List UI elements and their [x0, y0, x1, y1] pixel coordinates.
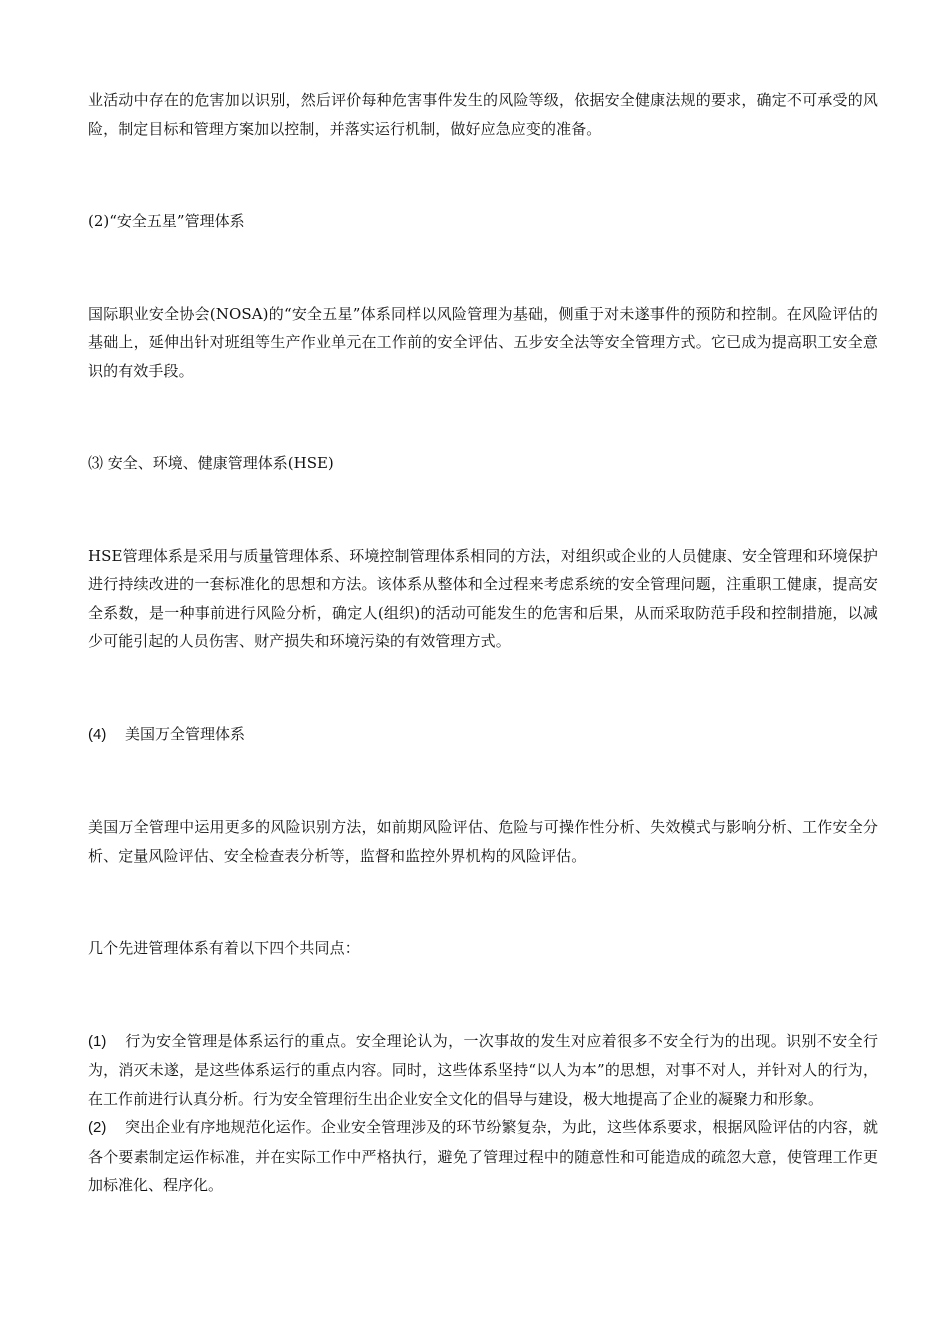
heading-safety-five-star: (2)“安全五星”管理体系 [88, 212, 245, 230]
list-item-text: 突出企业有序地规范化运作。企业安全管理涉及的环节纷繁复杂，为此，这些体系要求，根据风险评估的内容，就各个要素制定运作标准，并在实际工作中严格执行，避免了管理过程中的随意性和可能造成的疏忽大意，使管理工作更加标准化、程序化。 [88, 1118, 878, 1194]
spacer [88, 749, 878, 813]
paragraph-hse: HSE管理体系是采用与质量管理体系、环境控制管理体系相同的方法，对组织或企业的人员健康、安全管理和环境保护进行持续改进的一套标准化的思想和方法。该体系从整体和全过程来考虑系统的安全管理问题，注重职工健康，提高安全系数，是一种事前进行风险分析，确定人(组织)的活动可能发生的危害和后果，从而采取防范手段和控制措施，以减少可能引起的人员伤害、财产损失和环境污染的有效管理方式。 [88, 546, 878, 650]
heading-us-safety-system [88, 720, 878, 750]
paragraph-common-points: 几个先进管理体系有着以下四个共同点： [88, 939, 360, 957]
paragraph-nosa: 国际职业安全协会(NOSA)的“安全五星”体系同样以风险管理为基础，侧重于对未遂事件的预防和控制。在风险评估的基础上，延伸出针对班组等生产作业单元在工作前的安全评估、五步安全法等安全管理方式。它已成为提高职工安全意识的有效手段。 [88, 304, 878, 380]
spacer [88, 870, 878, 934]
paragraph-us-safety: 美国万全管理中运用更多的风险识别方法，如前期风险评估、危险与可操作性分析、失效模式与影响分析、工作安全分析、定量风险评估、安全检查表分析等，监督和监控外界机构的风险评估。 [88, 818, 878, 865]
paragraph-risk-management-intro: 业活动中存在的危害加以识别，然后评价每种危害事件发生的风险等级，依据安全健康法规的要求，确定不可承受的风险，制定目标和管理方案加以控制，并落实运行机制，做好应急应变的准备。 [88, 91, 878, 138]
spacer [88, 143, 878, 207]
document-page [88, 86, 878, 1200]
list-item [88, 1027, 878, 1114]
heading-hse: ⑶ 安全、环境、健康管理体系(HSE) [88, 454, 334, 472]
spacer [88, 656, 878, 720]
spacer [88, 478, 878, 542]
spacer [88, 236, 878, 300]
heading-text: 美国万全管理体系 [125, 724, 246, 743]
heading-number: (4) [88, 725, 107, 743]
spacer [88, 385, 878, 449]
list-item-number: (1) [88, 1032, 107, 1050]
list-item-text: 行为安全管理是体系运行的重点。安全理论认为，一次事故的发生对应着很多不安全行为的出现。识别不安全行为，消灭未遂，是这些体系运行的重点内容。同时，这些体系坚持“以人为本”的思想，对事不对人，并针对人的行为，在工作前进行认真分析。行为安全管理衍生出企业安全文化的倡导与建设，极大地提高了企业的凝聚力和形象。 [88, 1031, 878, 1108]
list-item-number: (2) [88, 1119, 107, 1136]
spacer [88, 963, 878, 1027]
list-item [88, 1113, 878, 1200]
